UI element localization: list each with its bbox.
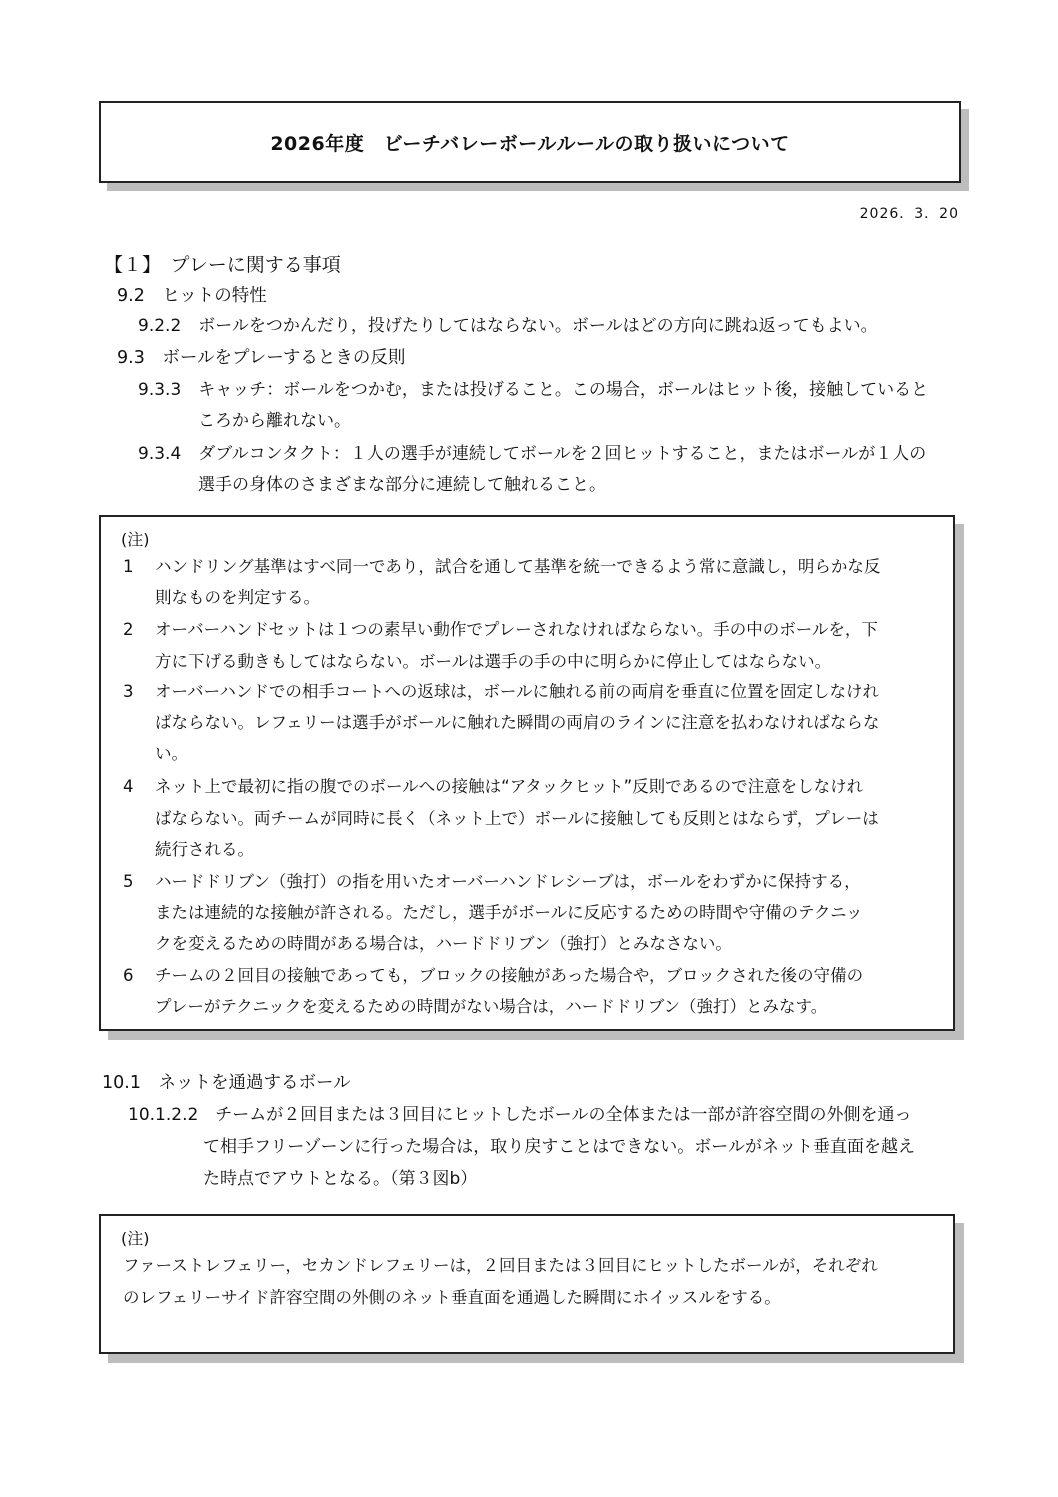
rule-10-1-2-2-line1: 10.1.2.2 チームが２回目または３回目にヒットしたボールの全体または一部が許容空間の外側を通っ	[128, 1105, 912, 1125]
rule-9-3-3-line2: ころから離れない。	[198, 411, 351, 431]
section-1-heading: 【１】 プレーに関する事項	[104, 254, 341, 276]
note-item-line: い。	[155, 744, 188, 763]
note-2-label: (注)	[121, 1229, 150, 1248]
note-item-line: オーバーハンドセットは１つの素早い動作でプレーされなければならない。手の中のボールを，下	[155, 620, 878, 639]
rule-9-3-4-line2: 選手の身体のさまざまな部分に連続して触れること。	[198, 475, 606, 495]
section-9-3-heading: 9.3 ボールをプレーするときの反則	[117, 348, 406, 368]
section-9-2-heading: 9.2 ヒットの特性	[117, 286, 267, 306]
document-date: 2026．3．20	[859, 206, 959, 222]
rule-10-1-2-2-line2: て相手フリーゾーンに行った場合は，取り戻すことはできない。ボールがネット垂直面を越え	[203, 1137, 915, 1157]
note-2-line1: ファーストレフェリー，セカンドレフェリーは，２回目または３回目にヒットしたボールが，それぞれ	[123, 1256, 878, 1275]
rule-9-2-2: 9.2.2 ボールをつかんだり，投げたりしてはならない。ボールはどの方向に跳ね返ってもよい。	[138, 316, 878, 336]
note-item-line: ハードドリブン（強打）の指を用いたオーバーハンドレシーブは，ボールをわずかに保持する，	[155, 872, 861, 891]
note-box-1	[99, 515, 955, 1031]
note-item-line: ばならない。両チームが同時に長く（ネット上で）ボールに接触しても反則とはならず，プレーは	[155, 809, 879, 828]
note-item-number: 4	[123, 777, 134, 796]
note-item-line: プレーがテクニックを変えるための時間がない場合は，ハードドリブン（強打）とみなす。	[155, 997, 828, 1016]
note-item-line: ネット上で最初に指の腹でのボールへの接触は“アタックヒット”反則であるので注意をしなけれ	[155, 777, 864, 796]
note-item-number: 3	[123, 682, 134, 701]
note-item-number: 2	[123, 620, 134, 639]
section-10-1-heading: 10.1 ネットを通過するボール	[102, 1073, 351, 1093]
note-2-line2: のレフェリーサイド許容空間の外側のネット垂直面を通過した瞬間にホイッスルをする。	[123, 1288, 781, 1307]
rule-9-3-4-line1: 9.3.4 ダブルコンタクト：１人の選手が連続してボールを２回ヒットすること，またはボールが１人の	[138, 444, 927, 464]
rule-10-1-2-2-line3: た時点でアウトとなる。（第３図b）	[203, 1169, 478, 1189]
note-item-line: ばならない。レフェリーは選手がボールに触れた瞬間の両肩のラインに注意を払わなければならな	[155, 713, 880, 732]
note-item-number: 5	[123, 872, 134, 891]
note-box-2	[99, 1214, 955, 1354]
rule-9-3-3-line1: 9.3.3 キャッチ：ボールをつかむ，または投げること。この場合，ボールはヒット後，接触していると	[138, 380, 929, 400]
title-box	[99, 101, 961, 183]
note-item-number: 1	[123, 557, 134, 576]
note-1-label: (注)	[121, 530, 150, 549]
note-item-line: チームの２回目の接触であっても，ブロックの接触があった場合や，ブロックされた後の守備の	[155, 966, 864, 985]
note-item-line: または連続的な接触が許される。ただし，選手がボールに反応するための時間や守備のテクニッ	[155, 903, 863, 922]
note-item-line: 則なものを判定する。	[155, 588, 320, 607]
note-item-line: 続行される。	[155, 840, 254, 859]
note-item-line: 方に下げる動きもしてはならない。ボールは選手の手の中に明らかに停止してはならない。	[155, 652, 832, 671]
page-title: 2026年度 ビーチバレーボールルールの取り扱いについて	[270, 132, 790, 155]
note-item-number: 6	[123, 966, 134, 985]
note-item-line: クを変えるための時間がある場合は，ハードドリブン（強打）とみなさない。	[155, 934, 732, 953]
note-item-line: オーバーハンドでの相手コートへの返球は，ボールに触れる前の両肩を垂直に位置を固定しなけれ	[155, 682, 880, 701]
note-item-line: ハンドリング基準はすべ同一であり，試合を通して基準を統一できるよう常に意識し，明らかな反	[155, 557, 881, 576]
